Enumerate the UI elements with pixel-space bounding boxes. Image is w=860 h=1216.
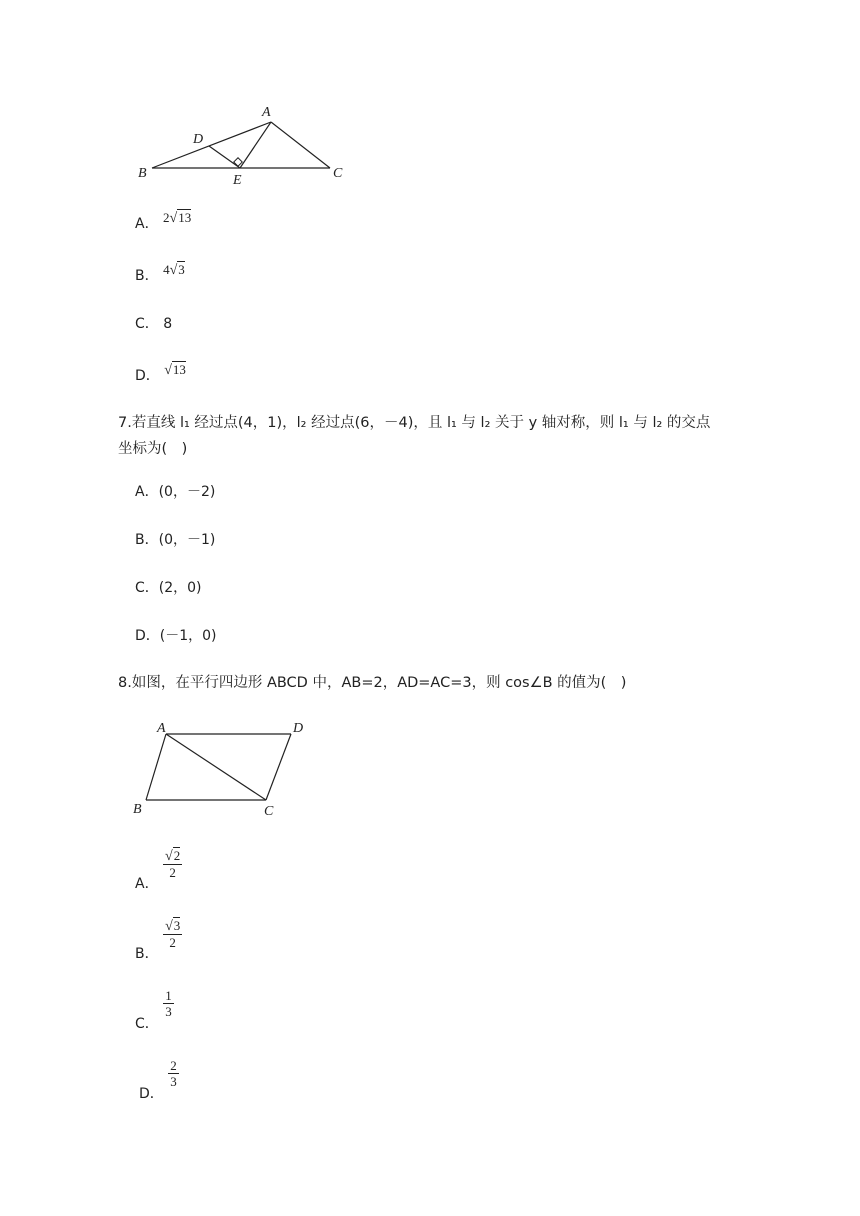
label-d: D (293, 721, 304, 736)
option-value: (0，－1) (158, 532, 216, 548)
triangle-figure (130, 100, 370, 190)
coefficient: 2 (163, 210, 170, 225)
sqrt-3: √3 (169, 262, 185, 278)
fraction-1-over-3 (163, 988, 174, 1019)
q6-option-a[interactable] (135, 210, 192, 235)
fraction-sqrt2-over-2 (163, 848, 182, 880)
numerator: 1 (165, 988, 172, 1003)
q8-option-b[interactable] (135, 918, 182, 962)
label-d: D (193, 132, 204, 147)
q8-option-c[interactable] (135, 988, 174, 1032)
label-b: B (133, 802, 142, 817)
fraction-2-over-3 (168, 1058, 179, 1089)
sqrt-13: √13 (169, 210, 192, 226)
denominator: 2 (169, 865, 176, 880)
segment-dc (266, 734, 291, 800)
option-label: D． (135, 368, 160, 384)
option-value: (－1，0) (159, 628, 217, 644)
q6-option-c[interactable] (135, 314, 172, 334)
q8-option-d[interactable] (139, 1058, 179, 1102)
option-label: C． (135, 316, 159, 332)
option-label: B． (135, 532, 159, 548)
label-c: C (333, 166, 343, 181)
denominator: 2 (169, 935, 176, 950)
label-a: A (262, 105, 271, 120)
option-label: B． (135, 268, 159, 284)
q7-option-b[interactable] (135, 530, 215, 550)
denominator: 3 (165, 1004, 172, 1019)
sqrt-13: √13 (164, 362, 186, 378)
question-7 (118, 410, 748, 462)
option-label: C． (135, 580, 159, 596)
coefficient: 4 (163, 262, 170, 277)
option-value: 8 (163, 316, 173, 332)
q7-option-c[interactable] (135, 578, 202, 598)
option-label: A． (135, 876, 159, 892)
numerator: 2 (170, 1058, 177, 1073)
q6-option-b[interactable] (135, 262, 185, 287)
q7-option-d[interactable] (135, 626, 217, 646)
question-8-text: 8.如图，在平行四边形 ABCD 中，AB=2，AD=AC=3，则 cos∠B 的值为( ) (118, 675, 627, 691)
q7-option-a[interactable] (135, 482, 215, 502)
segment-de (209, 146, 240, 168)
label-e: E (233, 173, 242, 188)
label-c: C (264, 804, 274, 819)
option-label: C． (135, 1015, 159, 1032)
question-7-line1: 7.若直线 l₁ 经过点(4，1)，l₂ 经过点(6，－4)，且 l₁ 与 l₂ 关于 y 轴对称，则 l₁ 与 l₂ 的交点 (118, 415, 711, 431)
segment-ab (146, 734, 166, 800)
option-label: A． (135, 216, 159, 232)
segment-ba (152, 122, 271, 168)
q6-option-d[interactable] (135, 362, 186, 387)
label-a: A (157, 721, 166, 736)
parallelogram-figure (128, 712, 318, 824)
q8-option-a[interactable] (135, 848, 182, 892)
label-b: B (138, 166, 147, 181)
sqrt-3: √3 (165, 918, 181, 934)
question-8 (118, 670, 748, 696)
sqrt-2: √2 (165, 848, 181, 864)
option-label: D． (135, 628, 160, 644)
option-value: (2，0) (158, 580, 202, 596)
option-label: B． (135, 946, 159, 962)
option-label: A． (135, 484, 159, 500)
question-7-line2: 坐标为( ) (118, 441, 188, 457)
segment-ac (166, 734, 266, 800)
denominator: 3 (170, 1074, 177, 1089)
fraction-sqrt3-over-2 (163, 918, 182, 950)
segment-ac (271, 122, 330, 168)
segment-ae (240, 122, 271, 168)
option-value: (0，－2) (158, 484, 216, 500)
option-label: D． (139, 1085, 164, 1102)
